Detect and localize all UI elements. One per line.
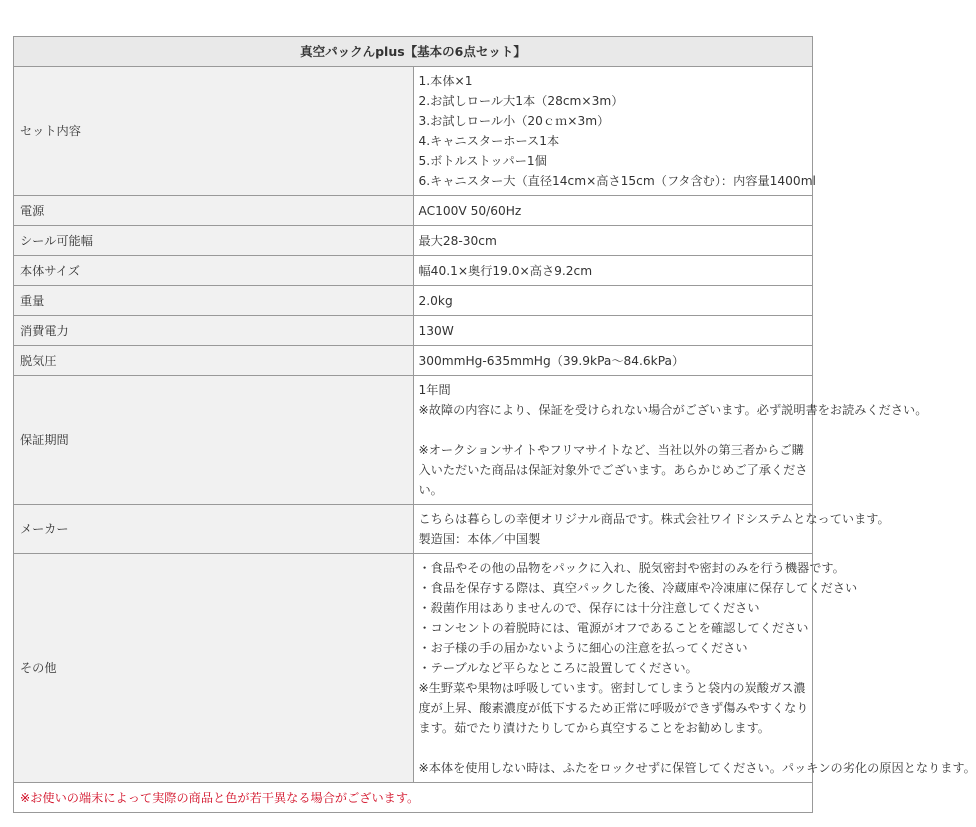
table-row bbox=[14, 505, 813, 554]
row-value-other bbox=[413, 554, 976, 783]
row-label-power-consumption: 消費電力 bbox=[14, 316, 414, 346]
maker-line: こちらは暮らしの幸便オリジナル商品です。株式会社ワイドシステムとなっています。 bbox=[418, 512, 890, 526]
set-item: 2.お試しロール大1本（28cm×3m） bbox=[418, 94, 624, 108]
other-line: ・食品やその他の品物をパックに入れ、脱気密封や密封のみを行う機器です。 bbox=[418, 561, 845, 575]
row-label-seal-width: シール可能幅 bbox=[14, 226, 414, 256]
set-item: 6.キャニスター大（直径14cm×高さ15cm（フタ含む）：内容量1400ml bbox=[418, 174, 816, 188]
row-label-degassing-pressure: 脱気圧 bbox=[14, 346, 414, 376]
table-row bbox=[14, 346, 813, 376]
table-title: 真空パックんplus【基本の6点セット】 bbox=[14, 37, 813, 67]
row-value-maker bbox=[413, 505, 890, 554]
row-label-maker: メーカー bbox=[14, 505, 414, 554]
other-line: ・殺菌作用はありませんので、保存には十分注意してください bbox=[418, 601, 760, 615]
warranty-line: ※故障の内容により、保証を受けられない場合がございます。必ず説明書をお読みください。 bbox=[418, 403, 928, 417]
row-label-other: その他 bbox=[14, 554, 414, 783]
other-line: ・コンセントの着脱時には、電源がオフであることを確認してください bbox=[418, 621, 809, 635]
note-row bbox=[14, 783, 813, 813]
set-item: 4.キャニスターホース1本 bbox=[418, 134, 560, 148]
maker-line: 製造国：本体／中国製 bbox=[418, 532, 541, 546]
row-label-weight: 重量 bbox=[14, 286, 414, 316]
row-label-power: 電源 bbox=[14, 196, 414, 226]
set-item: 1.本体×1 bbox=[418, 74, 473, 88]
row-value-seal-width: 最大28-30cm bbox=[413, 226, 813, 256]
row-value-warranty bbox=[413, 376, 928, 505]
table-row bbox=[14, 226, 813, 256]
table-row bbox=[14, 286, 813, 316]
row-label-warranty: 保証期間 bbox=[14, 376, 414, 505]
other-line: ・お子様の手の届かないように細心の注意を払ってください bbox=[418, 641, 748, 655]
table-row bbox=[14, 196, 813, 226]
other-line: ・食品を保存する際は、真空パックした後、冷蔵庫や冷凍庫に保存してください bbox=[418, 581, 858, 595]
other-line: ※生野菜や果物は呼吸しています。密封してしまうと袋内の炭酸ガス濃度が上昇、酸素濃度が低下するため正常に呼吸ができず傷みやすくなります。茹でたり漬けたりしてから真空することをお勧めします。 bbox=[418, 681, 809, 735]
row-value-body-size: 幅40.1×奥行19.0×高さ9.2cm bbox=[413, 256, 813, 286]
row-value-power: AC100V 50/60Hz bbox=[413, 196, 813, 226]
set-item: 3.お試しロール小（20ｃｍ×3m） bbox=[418, 114, 610, 128]
spec-table bbox=[13, 36, 976, 813]
table-row bbox=[14, 316, 813, 346]
table-row bbox=[14, 554, 813, 783]
title-row bbox=[14, 37, 813, 67]
warranty-line: 1年間 bbox=[418, 383, 451, 397]
disclaimer-note: ※お使いの端末によって実際の商品と色が若干異なる場合がございます。 bbox=[14, 783, 813, 813]
row-label-body-size: 本体サイズ bbox=[14, 256, 414, 286]
set-item: 5.ボトルストッパー1個 bbox=[418, 154, 547, 168]
other-line: ・テーブルなど平らなところに設置してください。 bbox=[418, 661, 698, 675]
table-row bbox=[14, 376, 813, 505]
warranty-line: ※オークションサイトやフリマサイトなど、当社以外の第三者からご購入いただいた商品は保証対象外でございます。あらかじめご了承ください。 bbox=[418, 443, 808, 497]
spacer bbox=[419, 738, 813, 758]
other-line: ※本体を使用しない時は、ふたをロックせずに保管してください。パッキンの劣化の原因となります。 bbox=[418, 761, 976, 775]
spacer bbox=[419, 420, 813, 440]
table-row bbox=[14, 67, 813, 196]
row-value-set-contents bbox=[413, 67, 816, 196]
row-value-power-consumption: 130W bbox=[413, 316, 813, 346]
row-value-weight: 2.0kg bbox=[413, 286, 813, 316]
row-label-set-contents: セット内容 bbox=[14, 67, 414, 196]
table-row bbox=[14, 256, 813, 286]
row-value-degassing-pressure: 300mmHg-635mmHg（39.9kPa～84.6kPa） bbox=[413, 346, 813, 376]
